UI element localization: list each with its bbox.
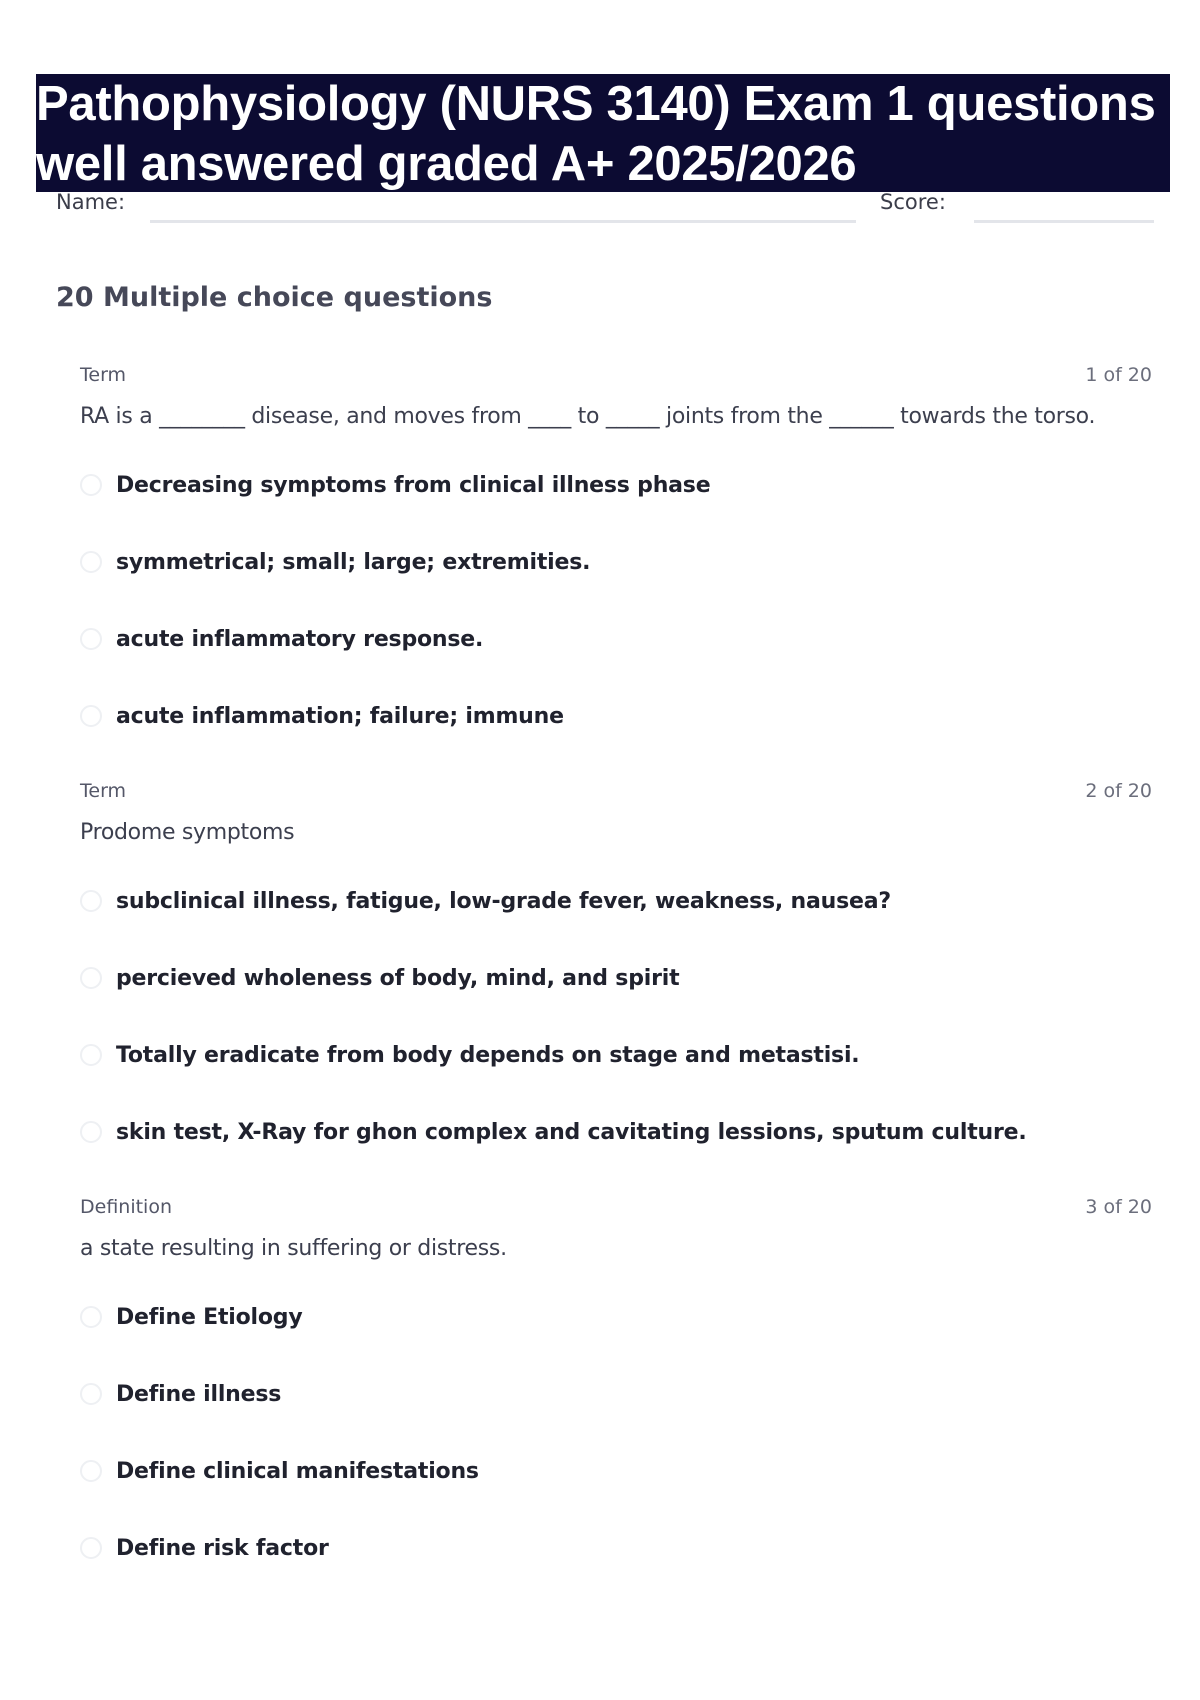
- name-field-line[interactable]: [150, 220, 856, 223]
- question-prompt: Prodome symptoms: [80, 820, 295, 845]
- question-counter: 1 of 20: [1085, 364, 1152, 386]
- question-type-label: Definition: [80, 1196, 173, 1218]
- radio-button[interactable]: [80, 1306, 102, 1328]
- answer-option-label: Define risk factor: [116, 1535, 329, 1561]
- radio-button[interactable]: [80, 1121, 102, 1143]
- answer-option[interactable]: [80, 1454, 479, 1488]
- question-type-label: Term: [80, 780, 127, 802]
- answer-option[interactable]: [80, 961, 679, 995]
- radio-button[interactable]: [80, 551, 102, 573]
- radio-button[interactable]: [80, 1537, 102, 1559]
- answer-option-label: Define illness: [116, 1381, 282, 1407]
- answer-option-label: Decreasing symptoms from clinical illness phase: [116, 472, 711, 498]
- name-score-row: [56, 190, 1156, 230]
- answer-option[interactable]: [80, 545, 590, 579]
- document-title-banner: [36, 74, 1170, 192]
- answer-option[interactable]: [80, 699, 564, 733]
- section-heading: 20 Multiple choice questions: [56, 282, 493, 313]
- question-type-label: Term: [80, 364, 127, 386]
- answer-option[interactable]: [80, 1300, 302, 1334]
- radio-button[interactable]: [80, 1460, 102, 1482]
- radio-button[interactable]: [80, 474, 102, 496]
- answer-option-label: acute inflammatory response.: [116, 626, 484, 652]
- answer-option-label: Define Etiology: [116, 1304, 303, 1330]
- radio-button[interactable]: [80, 967, 102, 989]
- radio-button[interactable]: [80, 890, 102, 912]
- question-counter: 3 of 20: [1085, 1196, 1152, 1218]
- radio-button[interactable]: [80, 705, 102, 727]
- answer-option-label: Define clinical manifestations: [116, 1458, 479, 1484]
- score-label: Score:: [880, 190, 946, 214]
- name-label: Name:: [56, 190, 126, 214]
- radio-button[interactable]: [80, 628, 102, 650]
- answer-option[interactable]: [80, 622, 483, 656]
- answer-option-label: subclinical illness, fatigue, low-grade fever, weakness, nausea?: [116, 888, 891, 914]
- answer-option[interactable]: [80, 1377, 281, 1411]
- question-prompt: RA is a ________ disease, and moves from ____ to _____ joints from the ______ towards the torso.: [80, 404, 1096, 429]
- document-title-line-1: Pathophysiology (NURS 3140) Exam 1 questions: [36, 77, 1156, 131]
- question-prompt: a state resulting in suffering or distress.: [80, 1236, 507, 1261]
- answer-option-label: skin test, X-Ray for ghon complex and cavitating lessions, sputum culture.: [116, 1119, 1027, 1145]
- radio-button[interactable]: [80, 1383, 102, 1405]
- answer-option[interactable]: [80, 884, 891, 918]
- answer-option-label: acute inflammation; failure; immune: [116, 703, 564, 729]
- answer-option-label: symmetrical; small; large; extremities.: [116, 549, 591, 575]
- question-counter: 2 of 20: [1085, 780, 1152, 802]
- answer-option[interactable]: [80, 1531, 329, 1565]
- document-title-line-2: well answered graded A+ 2025/2026: [36, 137, 857, 191]
- answer-option-label: percieved wholeness of body, mind, and spirit: [116, 965, 680, 991]
- answer-option[interactable]: [80, 468, 710, 502]
- radio-button[interactable]: [80, 1044, 102, 1066]
- answer-option[interactable]: [80, 1038, 859, 1072]
- answer-option-label: Totally eradicate from body depends on stage and metastisi.: [116, 1042, 860, 1068]
- answer-option[interactable]: [80, 1115, 1027, 1149]
- score-field-line[interactable]: [974, 220, 1154, 223]
